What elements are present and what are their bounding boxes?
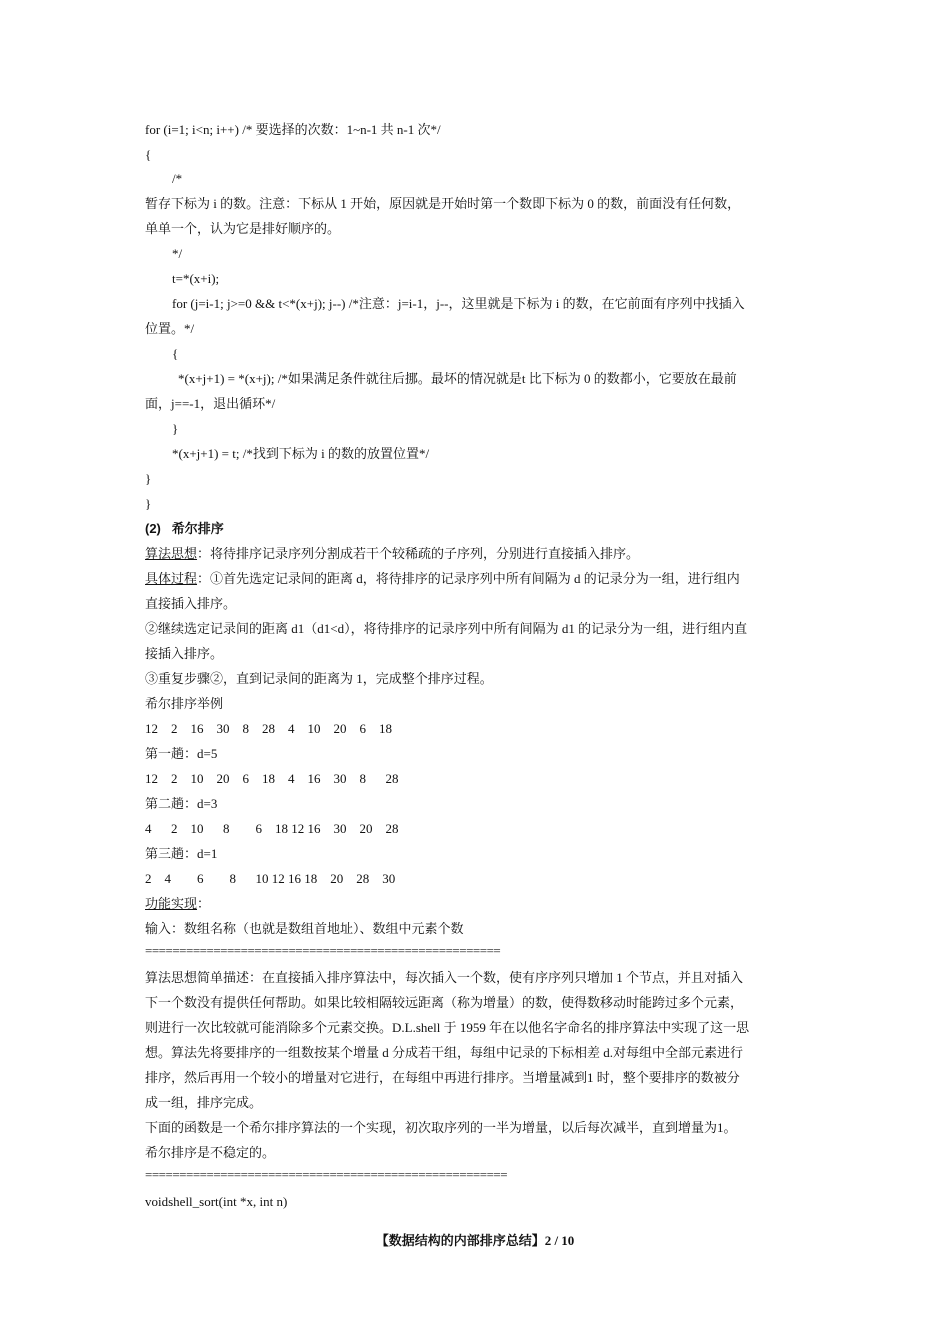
separator-2: ===================================================== (145, 1167, 508, 1182)
example-row: 第三趟：d=1 (145, 846, 218, 861)
desc-line: 则进行一次比较就可能消除多个元素交换。D.L.shell 于 1959 年在以他名字命名的排序算法中实现了这一思 (145, 1020, 750, 1035)
code-comment-line-2: 单单一个，认为它是排好顺序的。 (145, 221, 341, 236)
code-comment-close: */ (172, 246, 183, 261)
code-for-inner-line-2: 位置。*/ (145, 321, 195, 336)
example-row: 第一趟：d=5 (145, 746, 218, 761)
impl-heading (145, 896, 210, 912)
desc-line: 想。算法先将要排序的一组数按某个增量 d 分成若干组，每组中记录的下标相差 d.对每组中全部元素进行 (145, 1045, 744, 1060)
impl-label: 功能实现 (145, 896, 198, 911)
desc-line: 算法思想简单描述：在直接插入排序算法中，每次插入一个数，使有序序列只增加 1 个节点，并且对插入 (145, 970, 744, 985)
example-row: 12 2 16 30 8 28 4 10 20 6 18 (145, 721, 392, 736)
separator-1: ==================================================== (145, 943, 501, 958)
step2-line-2: 接插入排序。 (145, 646, 224, 661)
code-inner-brace-close: } (172, 421, 179, 436)
example-row: 第二趟：d=3 (145, 796, 218, 811)
code-inner-brace-open: { (172, 346, 179, 361)
code-shift-line-1: *(x+j+1) = *(x+j); /*如果满足条件就往后挪。最坏的情况就是t 比下标为 0 的数都小，它要放在最前 (178, 371, 737, 386)
function-signature: voidshell_sort(int *x, int n) (145, 1194, 288, 1209)
process-paragraph (145, 571, 740, 587)
page-footer: 【数据结构的内部排序总结】2 / 10 (375, 1233, 575, 1248)
idea-paragraph (145, 546, 639, 562)
idea-text: ：将待排序记录序列分割成若干个较稀疏的子序列，分别进行直接插入排序。 (197, 546, 640, 561)
code-brace-close-2: } (145, 496, 152, 511)
desc-line: 成一组，排序完成。 (145, 1095, 263, 1110)
section-heading: (2) 希尔排序 (145, 521, 224, 536)
code-brace-close-1: } (145, 471, 152, 486)
desc-line: 下一个数没有提供任何帮助。如果比较相隔较远距离（称为增量）的数，使得数移动时能跨过多个元素， (145, 995, 744, 1010)
desc-line: 下面的函数是一个希尔排序算法的一个实现，初次取序列的一半为增量，以后每次减半，直到增量为1。 (145, 1120, 737, 1135)
example-row: 4 2 10 8 6 18 12 16 30 20 28 (145, 821, 399, 836)
idea-label: 算法思想 (145, 546, 198, 561)
code-comment-open: /* (172, 171, 183, 186)
process-label: 具体过程 (145, 571, 198, 586)
code-brace-open: { (145, 147, 152, 162)
desc-line: 希尔排序是不稳定的。 (145, 1145, 276, 1160)
code-place-line: *(x+j+1) = t; /*找到下标为 i 的数的放置位置*/ (172, 446, 430, 461)
input-line: 输入：数组名称（也就是数组首地址）、数组中元素个数 (145, 921, 464, 936)
step2-line-1: ②继续选定记录间的距离 d1（d1<d），将待排序的记录序列中所有间隔为 d1 的记录分为一组，进行组内直 (145, 621, 748, 636)
example-title: 希尔排序举例 (145, 696, 224, 711)
example-row: 2 4 6 8 10 12 16 18 20 28 30 (145, 871, 396, 886)
code-line-for-outer: for (i=1; i<n; i++) /* 要选择的次数：1~n-1 共 n-1 次*/ (145, 122, 441, 137)
step3-line: ③重复步骤②，直到记录间的距离为 1，完成整个排序过程。 (145, 671, 493, 686)
process-line-1: ：①首先选定记录间的距离 d，将待排序的记录序列中所有间隔为 d 的记录分为一组，进行组内 (197, 571, 740, 586)
code-for-inner-line-1: for (j=i-1; j>=0 && t<*(x+j); j--) /*注意：j=i-1，j--，这里就是下标为 i 的数，在它前面有序列中找插入 (172, 296, 745, 311)
code-assign-t: t=*(x+i); (172, 271, 220, 286)
desc-line: 排序，然后再用一个较小的增量对它进行，在每组中再进行排序。当增量减到1 时，整个要排序的数被分 (145, 1070, 740, 1085)
process-line-2: 直接插入排序。 (145, 596, 237, 611)
impl-suffix: ： (197, 896, 211, 911)
code-comment-line-1: 暂存下标为 i 的数。注意：下标从 1 开始，原因就是开始时第一个数即下标为 0 的数，前面没有任何数， (145, 196, 741, 211)
code-shift-line-2: 面，j==-1，退出循环*/ (145, 396, 276, 411)
example-row: 12 2 10 20 6 18 4 16 30 8 28 (145, 771, 399, 786)
